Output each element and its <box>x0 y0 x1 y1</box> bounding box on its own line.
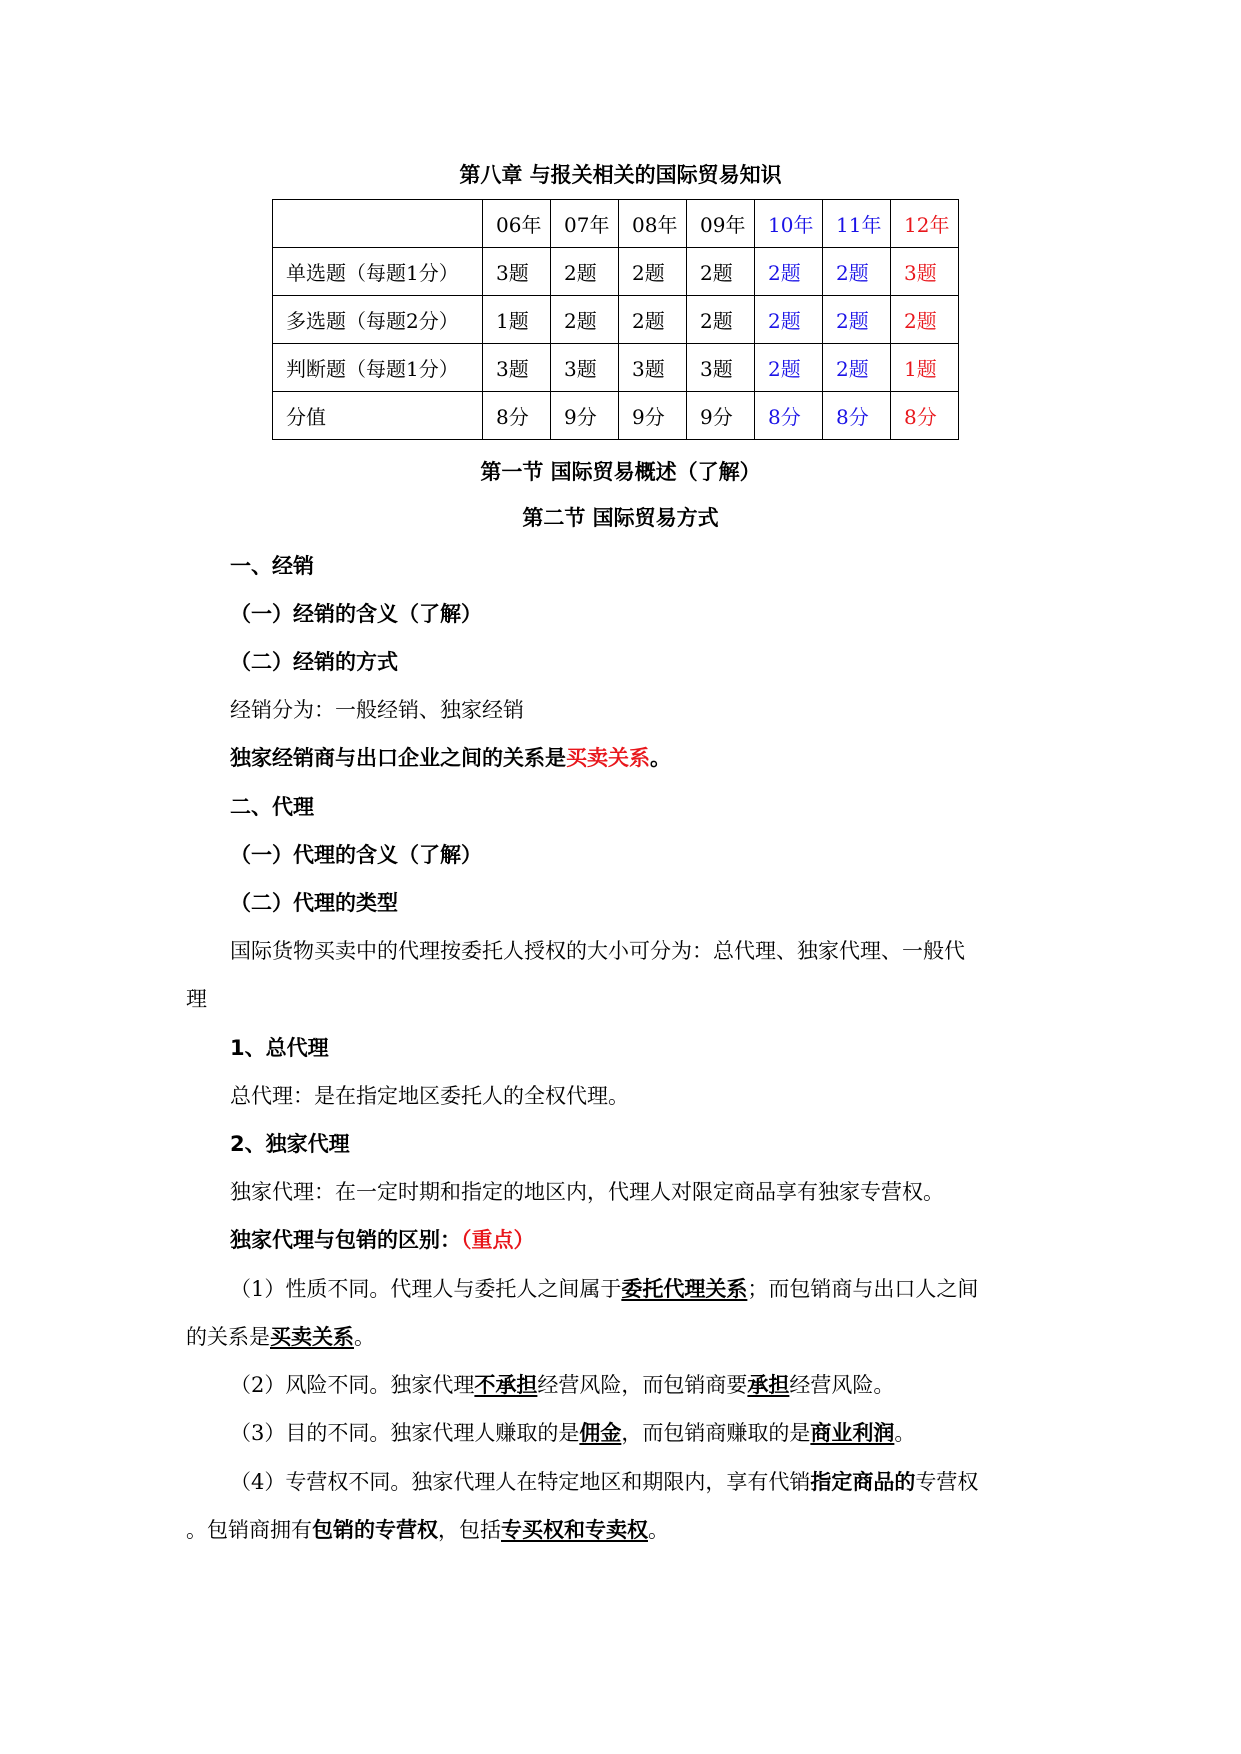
year-header-cell: 10年 <box>755 200 823 248</box>
point-2-emph-b: 承担 <box>747 1373 790 1397</box>
point-4-line1 <box>0 1462 1241 1502</box>
table-header-row <box>273 200 959 248</box>
subheading-daili-types: （二）代理的类型 <box>230 891 398 915</box>
table-cell: 2题 <box>687 248 755 296</box>
point-1-text-c: 的关系是 <box>186 1325 270 1349</box>
point-1-emph-a: 委托代理关系 <box>621 1277 748 1301</box>
section-1-heading: 第一节 国际贸易概述（了解） <box>480 460 761 484</box>
year-header-cell: 11年 <box>823 200 891 248</box>
exam-stats-table <box>272 199 959 440</box>
point-4-text-b: 专营权 <box>915 1470 979 1494</box>
table-cell: 3题 <box>619 344 687 392</box>
point-4-text-d: ，包括 <box>438 1518 501 1542</box>
point-4-line2 <box>0 1510 1241 1550</box>
table-cell: 3题 <box>551 344 619 392</box>
table-cell: 8分 <box>823 392 891 440</box>
subheading-jingxiao-method: （二）经销的方式 <box>230 650 398 674</box>
table-cell: 9分 <box>687 392 755 440</box>
daili-types-line1: 国际货物买卖中的代理按委托人授权的大小可分为：总代理、独家代理、一般代 <box>230 939 965 963</box>
table-cell: 2题 <box>755 248 823 296</box>
point-4-emph-a: 指定商品的 <box>810 1470 916 1494</box>
difference-title-text: 独家代理与包销的区别： <box>230 1228 461 1252</box>
table-row <box>273 296 959 344</box>
table-cell: 3题 <box>483 248 551 296</box>
point-4-emph-b: 包销的专营权 <box>312 1518 438 1542</box>
point-4-text-c: 。包销商拥有 <box>186 1518 312 1542</box>
point-1-emph-b: 买卖关系 <box>270 1325 354 1349</box>
year-header-cell: 08年 <box>619 200 687 248</box>
point-3-emph-a: 佣金 <box>579 1421 622 1445</box>
point-1-line1 <box>0 1269 1241 1309</box>
point-2-text-c: 经营风险。 <box>789 1373 895 1397</box>
table-cell: 8分 <box>891 392 959 440</box>
table-cell: 1题 <box>483 296 551 344</box>
point-2-emph-a: 不承担 <box>474 1373 538 1397</box>
row-label-cell: 分值 <box>273 392 483 440</box>
zong-daili-definition: 总代理：是在指定地区委托人的全权代理。 <box>230 1084 629 1108</box>
table-row <box>273 392 959 440</box>
table-cell: 2题 <box>823 296 891 344</box>
point-2-text-a: （2）风险不同。独家代理 <box>230 1373 475 1397</box>
table-cell: 2题 <box>619 248 687 296</box>
heading-daili: 二、代理 <box>230 795 314 819</box>
jingxiao-relation-suffix: 。 <box>650 746 671 770</box>
jingxiao-relation <box>0 738 1241 778</box>
table-cell: 2题 <box>823 248 891 296</box>
difference-title <box>0 1220 1241 1260</box>
jingxiao-types: 经销分为：一般经销、独家经销 <box>230 698 524 722</box>
subheading-jingxiao-meaning: （一）经销的含义（了解） <box>230 602 482 626</box>
point-1-text-b: ；而包销商与出口人之间 <box>747 1277 979 1301</box>
dujia-daili-definition: 独家代理：在一定时期和指定的地区内，代理人对限定商品享有独家专营权。 <box>230 1180 944 1204</box>
point-3-emph-b: 商业利润 <box>810 1421 895 1445</box>
year-header-cell: 07年 <box>551 200 619 248</box>
row-label-cell: 判断题（每题1分） <box>273 344 483 392</box>
point-2 <box>0 1365 1241 1405</box>
point-3-text-a: （3）目的不同。独家代理人赚取的是 <box>230 1421 580 1445</box>
table-cell: 9分 <box>619 392 687 440</box>
jingxiao-relation-highlight: 买卖关系 <box>566 746 650 770</box>
table-row <box>273 248 959 296</box>
table-cell: 1题 <box>891 344 959 392</box>
heading-jingxiao: 一、经销 <box>230 554 314 578</box>
table-cell: 3题 <box>483 344 551 392</box>
point-3 <box>0 1413 1241 1453</box>
row-label-cell: 单选题（每题1分） <box>273 248 483 296</box>
table-corner-cell <box>273 200 483 248</box>
point-3-text-c: 。 <box>894 1421 916 1445</box>
jingxiao-relation-text: 独家经销商与出口企业之间的关系是 <box>230 746 566 770</box>
point-2-text-b: 经营风险，而包销商要 <box>537 1373 748 1397</box>
point-4-text-e: 。 <box>648 1518 669 1542</box>
table-cell: 2题 <box>551 248 619 296</box>
point-1-line2 <box>0 1317 1241 1357</box>
key-point-tag: （重点） <box>461 1228 535 1252</box>
table-cell: 8分 <box>755 392 823 440</box>
point-4-emph-c: 专买权和专卖权 <box>501 1518 648 1542</box>
table-row <box>273 344 959 392</box>
table-cell: 3题 <box>687 344 755 392</box>
heading-zong-daili: 1、总代理 <box>230 1036 329 1060</box>
point-3-text-b: ，而包销商赚取的是 <box>621 1421 811 1445</box>
point-1-text-a: （1）性质不同。代理人与委托人之间属于 <box>230 1277 622 1301</box>
daili-types-line2: 理 <box>186 987 207 1011</box>
table-cell: 9分 <box>551 392 619 440</box>
section-2-heading: 第二节 国际贸易方式 <box>522 506 719 530</box>
point-1-text-d: 。 <box>354 1325 375 1349</box>
chapter-title: 第八章 与报关相关的国际贸易知识 <box>459 163 782 187</box>
table-cell: 2题 <box>687 296 755 344</box>
row-label-cell: 多选题（每题2分） <box>273 296 483 344</box>
year-header-cell: 09年 <box>687 200 755 248</box>
point-4-text-a: （4）专营权不同。独家代理人在特定地区和期限内，享有代销 <box>230 1470 811 1494</box>
table-cell: 2题 <box>755 296 823 344</box>
table-cell: 2题 <box>755 344 823 392</box>
table-cell: 2题 <box>823 344 891 392</box>
table-cell: 2题 <box>891 296 959 344</box>
subheading-daili-meaning: （一）代理的含义（了解） <box>230 843 482 867</box>
year-header-cell: 12年 <box>891 200 959 248</box>
table-cell: 8分 <box>483 392 551 440</box>
year-header-cell: 06年 <box>483 200 551 248</box>
table-cell: 2题 <box>619 296 687 344</box>
table-cell: 3题 <box>891 248 959 296</box>
heading-dujia-daili: 2、独家代理 <box>230 1132 350 1156</box>
table-cell: 2题 <box>551 296 619 344</box>
